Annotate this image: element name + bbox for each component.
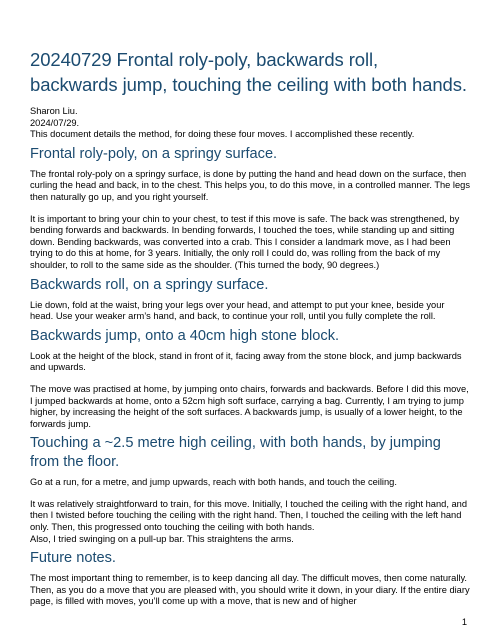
section-heading-touching-ceiling: Touching a ~2.5 metre high ceiling, with both hands, by jumping from the floor. — [30, 435, 441, 471]
date: 2024/07/29. — [30, 117, 80, 128]
paragraph: The most important thing to remember, is to keep dancing all day. The difficult moves, then come naturally. Then, as you do a move that you are pleased with, you should write it down, in your diary. If the entire diary page, is filled with moves, you’ll come up with a move, that is new and of higher — [30, 573, 470, 607]
paragraph: Look at the height of the block, stand in front of it, facing away from the stone block, and jump backwards and upwards. — [30, 350, 462, 373]
document-title: 20240729 Frontal roly-poly, backwards roll, backwards jump, touching the ceiling with both hands. — [30, 49, 467, 95]
intro-paragraph: This document details the method, for doing these four moves. I accomplished these recently. — [30, 129, 415, 140]
section-heading-future-notes: Future notes. — [30, 550, 116, 567]
paragraph: It is important to bring your chin to your chest, to test if this move is safe. The back was strengthened, by bending forwards and backwards. In bending forwards, I touched the toes, while standing up and sitting down. Bending backwards, was converted into a crab. This I consider a landmark move, as I had been trying to do this at home, for 3 years. Initially, the only roll I could do, was rolling from the back of my shoulder, to roll to the same side as the shoulder. (This turned the body, 90 degrees.) — [30, 213, 460, 270]
paragraph: Go at a run, for a metre, and jump upwards, reach with both hands, and touch the ceiling. — [30, 477, 397, 488]
paragraph: It was relatively straightforward to train, for this move. Initially, I touched the ceiling with the right hand, and then I twisted before touching the ceiling with the right hand. Then, I touched the ceiling with the left hand only. Then, this progressed onto touching the ceiling with both hands. — [30, 498, 467, 533]
section-heading-backwards-jump: Backwards jump, onto a 40cm high stone block. — [30, 327, 340, 344]
paragraph: The move was practised at home, by jumping onto chairs, forwards and backwards. Before I did this move, I jumped backwards at home, onto a 52cm high soft surface, carrying a bag. Currently, I am trying to jump higher, by increasing the height of the soft surfaces. A backwards jump, is usually of a lower height, to the forwards jump. — [30, 383, 469, 429]
author: Sharon Liu. — [30, 106, 78, 116]
paragraph: The frontal roly-poly on a springy surface, is done by putting the hand and head down on the surface, then curling the head and back, in to the chest. This helps you, to do this move, in a controlled manner. The legs then naturally go up, and you right yourself. — [30, 168, 470, 202]
section-heading-frontal-roly-poly: Frontal roly-poly, on a springy surface. — [30, 145, 278, 162]
page-number: 1 — [461, 617, 467, 627]
document-page — [30, 47, 470, 608]
paragraph: Also, I tried swinging on a pull-up bar. This straightens the arms. — [30, 533, 294, 544]
section-heading-backwards-roll: Backwards roll, on a springy surface. — [30, 276, 269, 293]
paragraph: Lie down, fold at the waist, bring your legs over your head, and attempt to put your knee, beside your head. Use your weaker arm’s hand, and back, to continue your roll, until you fully complete the roll. — [30, 299, 445, 322]
